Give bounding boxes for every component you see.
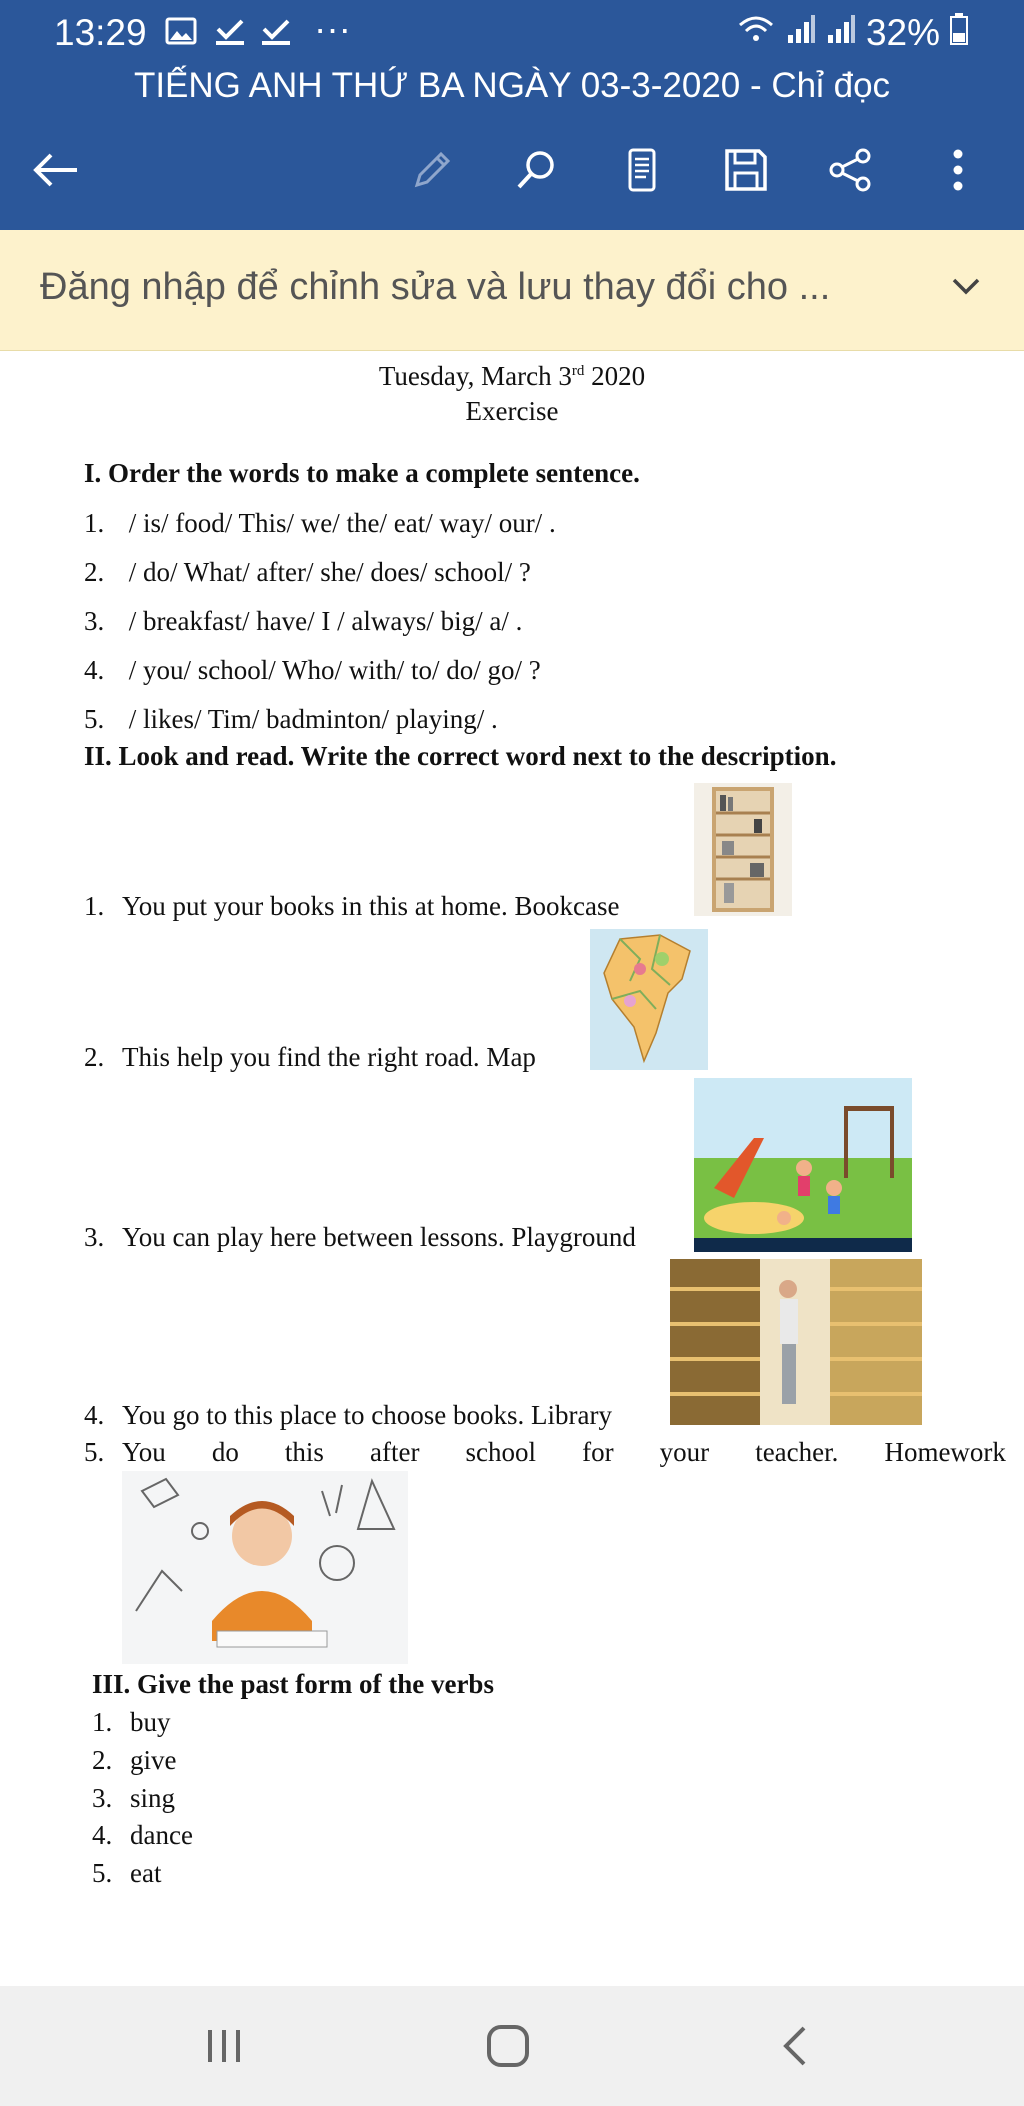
list-item: 5. / likes/ Tim/ badminton/ playing/ . (84, 704, 498, 734)
list-item: 5. eat (92, 1858, 162, 1888)
list-item: 3. sing (92, 1783, 176, 1813)
save-icon (723, 147, 769, 193)
more-notifications-indicator: ··· (314, 8, 351, 49)
save-button[interactable] (716, 140, 776, 200)
list-item: 4. dance (92, 1820, 193, 1850)
bookcase-image (694, 783, 792, 916)
section-2-heading: II. Look and read. Write the correct word next to the description. (84, 741, 837, 771)
signal-icon (826, 12, 856, 54)
list-item: 2. give (92, 1745, 177, 1775)
list-item: 1. buy (92, 1707, 171, 1737)
more-vertical-icon (948, 147, 968, 193)
check-notification-icon (260, 14, 292, 56)
pencil-icon (409, 147, 455, 193)
homework-image (122, 1471, 408, 1664)
document-title: TIẾNG ANH THỨ BA NGÀY 03-3-2020 - Chỉ đọc (133, 66, 891, 105)
app-bar (0, 0, 1024, 230)
more-options-button[interactable] (928, 140, 988, 200)
document-page (0, 351, 1024, 1986)
toolbar (0, 140, 1024, 200)
section-3-heading: III. Give the past form of the verbs (92, 1669, 494, 1699)
map-image (590, 929, 708, 1070)
chevron-down-icon[interactable] (948, 268, 984, 309)
signal-icon (786, 12, 816, 54)
document-subtitle: Exercise (465, 396, 559, 426)
list-item-5-text: You do this after school for your teacher. Homework (122, 1437, 1006, 1467)
list-item: 2. / do/ What/ after/ she/ does/ school/ ? (84, 557, 531, 587)
list-item: 3. / breakfast/ have/ I / always/ big/ a/ . (84, 606, 523, 636)
edit-button[interactable] (402, 140, 462, 200)
battery-icon (950, 12, 968, 54)
library-image (670, 1259, 922, 1425)
share-icon (827, 147, 873, 193)
check-notification-icon (214, 14, 246, 56)
share-button[interactable] (820, 140, 880, 200)
sign-in-banner[interactable] (0, 230, 1024, 351)
document-date: Tuesday, March 3rd 2020 (378, 361, 646, 391)
wifi-icon (736, 12, 776, 54)
list-item: 1. You put your books in this at home. Bookcase (84, 891, 620, 921)
status-time: 13:29 (54, 12, 147, 53)
list-item: 3. You can play here between lessons. Playground (84, 1222, 636, 1252)
recent-apps-icon (202, 2026, 246, 2066)
battery-percent: 32% (865, 12, 940, 53)
list-item: 1. / is/ food/ This/ we/ the/ eat/ way/ our/ . (84, 508, 556, 538)
sign-in-banner-text: Đăng nhập để chỉnh sửa và lưu thay đổi cho ... (40, 266, 831, 308)
arrow-left-icon (31, 150, 81, 190)
back-button[interactable] (26, 140, 86, 200)
home-icon (485, 2023, 531, 2069)
search-button[interactable] (506, 140, 566, 200)
system-navigation-bar (0, 1986, 1024, 2106)
list-item: 2. This help you find the right road. Map (84, 1042, 536, 1072)
section-1-heading: I. Order the words to make a complete sentence. (84, 458, 640, 488)
home-button[interactable] (478, 2016, 538, 2076)
recent-apps-button[interactable] (194, 2016, 254, 2076)
list-item: 4. You go to this place to choose books. Library (84, 1400, 612, 1430)
back-chevron-icon (776, 2024, 816, 2068)
mobile-view-button[interactable] (612, 140, 672, 200)
list-item: 4. / you/ school/ Who/ with/ to/ do/ go/ ? (84, 655, 541, 685)
system-back-button[interactable] (766, 2016, 826, 2076)
list-item: 5. (84, 1437, 105, 1467)
status-bar (0, 10, 1024, 60)
mobile-view-icon (622, 147, 662, 193)
search-icon (513, 147, 559, 193)
image-notification-icon (165, 14, 197, 56)
playground-image (694, 1078, 912, 1252)
